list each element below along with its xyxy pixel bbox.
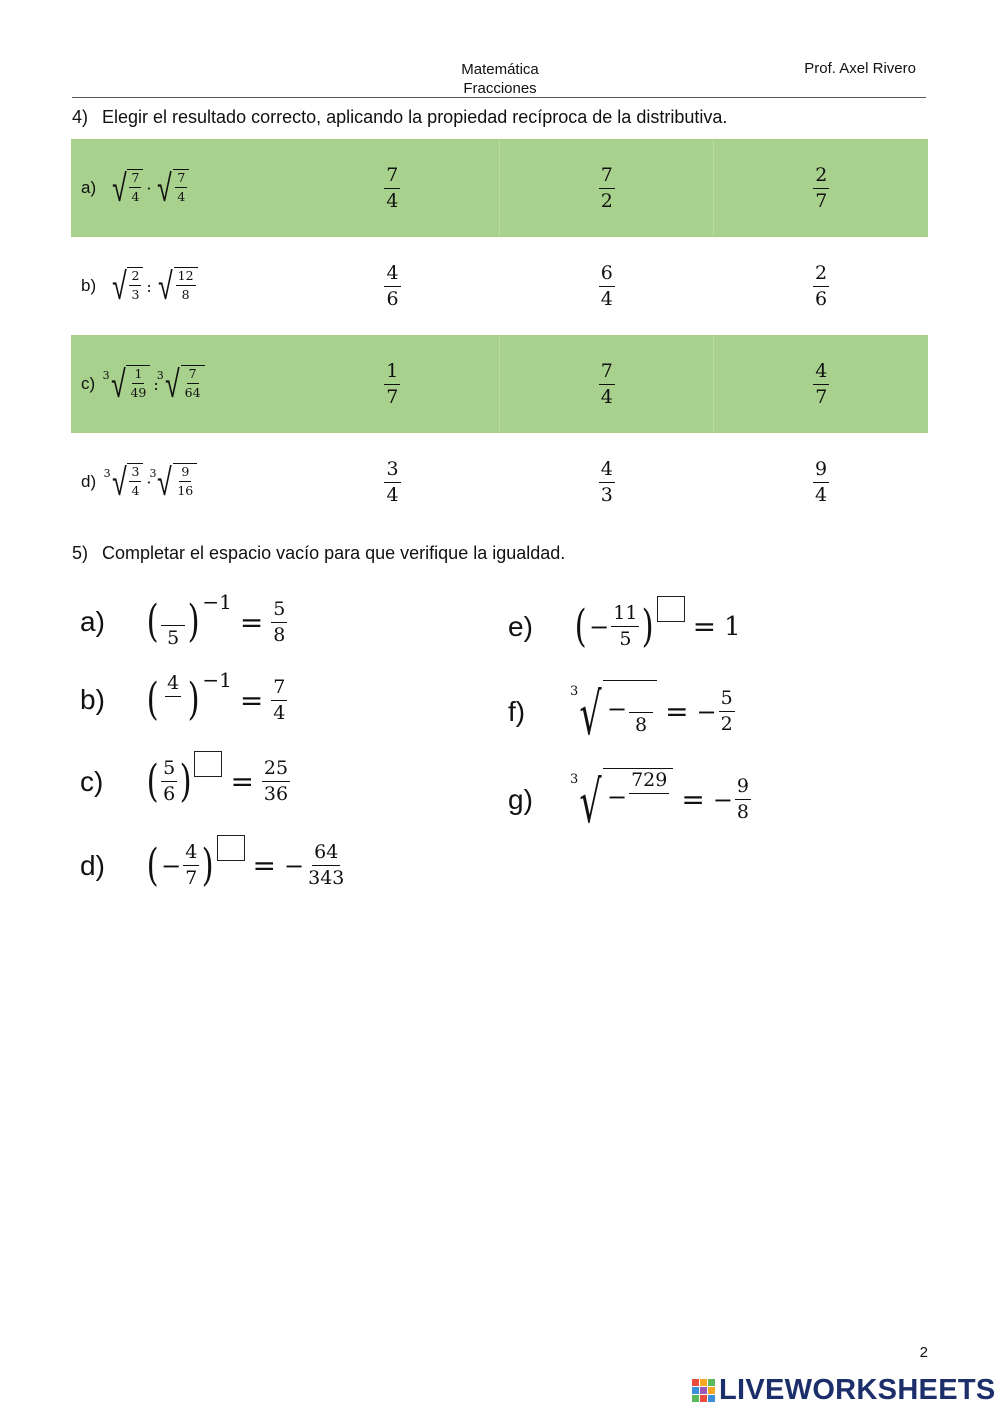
exercise-label: e) xyxy=(508,610,533,642)
expression-c xyxy=(71,335,286,433)
expression-d xyxy=(71,433,286,531)
option-a-1[interactable]: $\frac{7}{4}$ xyxy=(286,139,500,237)
result-fraction: $\frac{64}{343}$ xyxy=(308,841,345,889)
row-label: d) xyxy=(81,472,97,491)
page-number: 2 xyxy=(919,1344,928,1361)
row-label: a) xyxy=(81,178,97,197)
blank-denominator-input[interactable] xyxy=(163,700,183,722)
exercise-5c: c) ( $\frac{5}{6}$ ) = $\frac{25}{36}$ xyxy=(80,759,290,804)
numerator: 7 xyxy=(175,172,187,189)
option-a-2[interactable]: $\frac{7}{2}$ xyxy=(500,139,714,237)
exponent: −1 xyxy=(202,590,232,614)
base-fraction: $\frac{5}{6}$ xyxy=(163,757,176,805)
option-a-3[interactable]: $\frac{2}{7}$ xyxy=(714,139,928,237)
subject-title: Matemática xyxy=(461,61,539,78)
result-fraction: $\frac{25}{36}$ xyxy=(263,757,289,805)
header-divider xyxy=(72,97,926,98)
exercise-label: a) xyxy=(80,606,105,637)
liveworksheets-logo xyxy=(692,1374,996,1407)
square-root: √ $\frac{12}{8}$ xyxy=(155,267,198,306)
table-row xyxy=(71,139,928,237)
result-value: 1 xyxy=(724,611,741,642)
fraction-with-blank: 4 xyxy=(161,674,185,726)
result-fraction: $\frac{7}{4}$ xyxy=(273,675,286,724)
numerator: 12 xyxy=(176,270,196,287)
fraction-with-blank: 5 xyxy=(161,596,185,648)
option-d-1[interactable]: $\frac{3}{4}$ xyxy=(386,457,399,506)
exercise-5f: f) 3 √ − 8 = − $\frac{5}{2}$ xyxy=(508,680,733,748)
cube-root: 3 √ $\frac{3}{4}$ xyxy=(109,463,144,502)
question-4-text: Elegir el resultado correcto, aplicando la propiedad recíproca de la distributiva. xyxy=(102,107,728,127)
question-5-text: Completar el espacio vacío para que verifique la igualdad. xyxy=(102,543,566,563)
blank-exponent-input[interactable] xyxy=(657,596,685,622)
operator: : xyxy=(146,276,152,296)
brand-name: LIVEWORKSHEETS xyxy=(719,1374,996,1406)
blank-numerator-input[interactable] xyxy=(631,683,651,705)
logo-grid-icon xyxy=(692,1379,715,1402)
cube-root: 3 √ $\frac{1}{49}$ xyxy=(108,365,151,404)
expression-a xyxy=(71,139,286,237)
row-label: b) xyxy=(81,276,97,295)
numerator: 7 xyxy=(187,368,199,385)
exercise-label: f) xyxy=(508,695,526,727)
numerator: 3 xyxy=(129,466,141,483)
table-row xyxy=(71,237,928,335)
option-d-3[interactable]: $\frac{9}{4}$ xyxy=(814,457,828,506)
exercise-5b: b) ( 4 ) −1 = $\frac{7}{4}$ xyxy=(80,668,286,725)
blank-numerator-input[interactable] xyxy=(163,596,183,618)
exercise-5e: e) ( − $\frac{11}{5}$ ) = 1 xyxy=(508,604,741,649)
numerator: 2 xyxy=(129,270,141,287)
row-label: c) xyxy=(81,374,96,393)
blank-denominator-input[interactable] xyxy=(639,797,659,819)
option-c-3[interactable]: $\frac{4}{7}$ xyxy=(714,335,928,433)
denominator: 4 xyxy=(131,483,140,498)
exercise-label: b) xyxy=(80,684,105,715)
denominator: 8 xyxy=(181,287,190,302)
operator: : xyxy=(153,374,159,394)
result-fraction: $\frac{5}{2}$ xyxy=(720,687,733,735)
option-d-2[interactable]: $\frac{4}{3}$ xyxy=(600,457,613,506)
cube-root: 3 √ − 729 xyxy=(572,768,673,831)
expression-b xyxy=(71,237,286,335)
option-c-1[interactable]: $\frac{1}{7}$ xyxy=(286,335,500,433)
operator: · xyxy=(146,178,152,198)
exercise-label: g) xyxy=(508,783,533,815)
numerator: 1 xyxy=(132,368,144,385)
operator: · xyxy=(146,472,152,492)
exponent: −1 xyxy=(202,668,232,692)
result-fraction: $\frac{5}{8}$ xyxy=(273,597,286,646)
result-fraction: $\frac{9}{8}$ xyxy=(736,775,750,823)
numerator: 9 xyxy=(179,466,191,483)
question-4-table xyxy=(71,139,928,531)
denominator: 49 xyxy=(130,385,147,400)
blank-exponent-input[interactable] xyxy=(194,751,222,777)
square-root: √ $\frac{7}{4}$ xyxy=(109,169,144,208)
teacher-name: Prof. Axel Rivero xyxy=(804,60,916,77)
table-row xyxy=(71,335,928,433)
question-4-instruction xyxy=(72,107,727,128)
denominator: 4 xyxy=(131,189,140,204)
cube-root: 3 √ $\frac{7}{64}$ xyxy=(162,365,205,404)
exercise-5d: d) ( − $\frac{4}{7}$ ) = − $\frac{64}{343}$ xyxy=(80,843,346,888)
header-subject-block xyxy=(400,60,600,98)
denominator: 16 xyxy=(177,483,194,498)
topic-title: Fracciones xyxy=(463,80,537,97)
question-5-number: 5) xyxy=(72,543,89,563)
option-b-3[interactable]: $\frac{2}{6}$ xyxy=(814,261,828,310)
option-b-2[interactable]: $\frac{6}{4}$ xyxy=(600,261,613,310)
question-4-number: 4) xyxy=(72,107,89,127)
exercise-5a: a) ( 5 ) −1 = $\frac{5}{8}$ xyxy=(80,590,286,649)
blank-exponent-input[interactable] xyxy=(217,835,245,861)
table-row xyxy=(71,433,928,531)
square-root: √ $\frac{7}{4}$ xyxy=(154,169,189,208)
denominator: 64 xyxy=(184,385,201,400)
exercise-label: c) xyxy=(80,765,104,797)
base-fraction: $\frac{4}{7}$ xyxy=(185,841,198,889)
denominator: 4 xyxy=(177,189,186,204)
exercise-5g: g) 3 √ − 729 = − $\frac{9}{8}$ xyxy=(508,768,750,836)
question-5-instruction xyxy=(72,543,565,564)
numerator: 7 xyxy=(129,172,141,189)
cube-root: 3 √ $\frac{9}{16}$ xyxy=(154,463,197,502)
option-c-2[interactable]: $\frac{7}{4}$ xyxy=(500,335,714,433)
base-fraction: $\frac{11}{5}$ xyxy=(613,602,638,650)
exercise-label: d) xyxy=(80,849,105,881)
cube-root: 3 √ − 8 xyxy=(572,680,657,743)
square-root: √ $\frac{2}{3}$ xyxy=(109,267,144,306)
denominator: 3 xyxy=(131,287,140,302)
option-b-1[interactable]: $\frac{4}{6}$ xyxy=(386,261,399,310)
